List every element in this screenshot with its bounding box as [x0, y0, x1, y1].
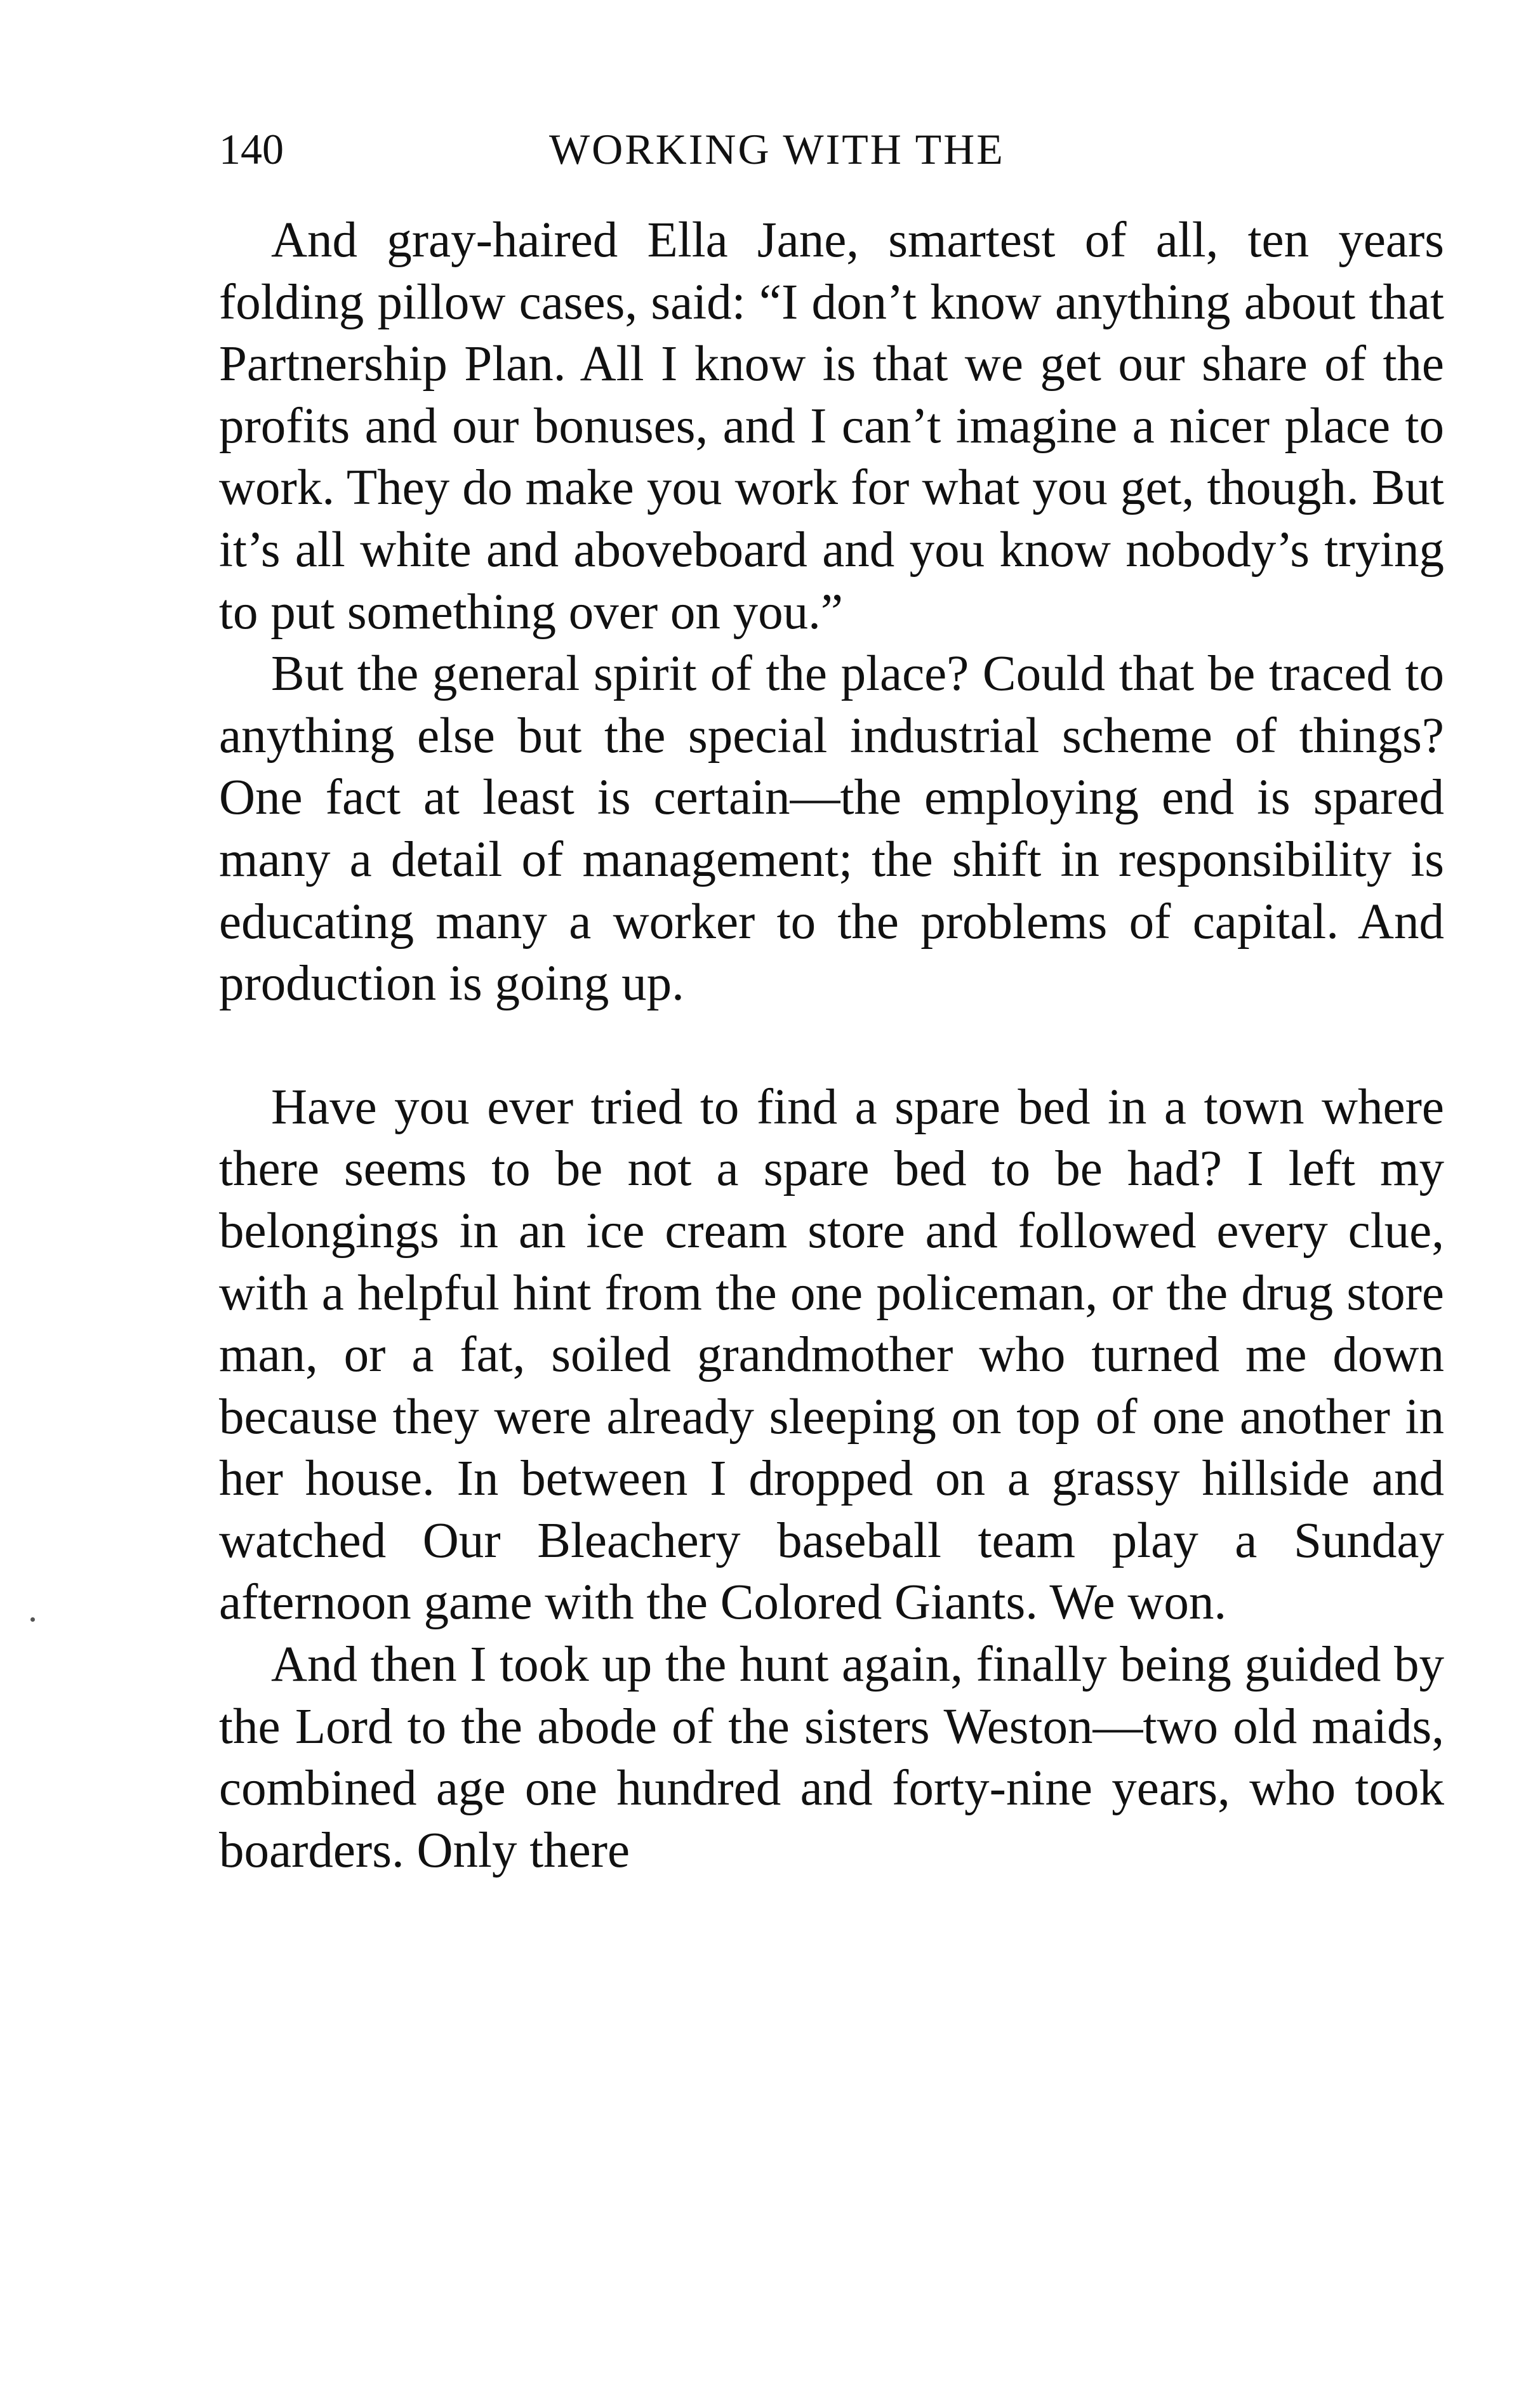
body-text [219, 209, 1444, 1881]
paragraph-spare-bed: Have you ever tried to find a spare bed in a town where there seems to be not a spare bed to be had? I left my belongings in an ice cream store and followed every clue, with a helpful hint from the one policeman, or the drug store man, or a fat, soiled grandmother who turned me down because they were already sleeping on top of one another in her house. In between I dropped on a grassy hillside and watched Our Bleachery baseball team play a Sunday afternoon game with the Colored Giants. We won. [219, 1079, 1444, 1631]
running-title: WORKING WITH THE [549, 125, 1005, 173]
margin-speck [30, 1617, 35, 1622]
running-head [219, 121, 1444, 178]
section-break [219, 1015, 1444, 1077]
page-number: 140 [219, 125, 284, 173]
paragraph-sisters-weston: And then I took up the hunt again, finally being guided by the Lord to the abode of the sisters Weston—two old maids, combined age one hundred and forty-nine years, who took boarders. Only there [219, 1637, 1444, 1878]
paragraph-general-spirit: But the general spirit of the place? Could that be traced to anything else but the special industrial scheme of things? One fact at least is certain—the employing end is spared many a detail of management; the shift in responsibility is educating many a worker to the problems of capital. And production is going up. [219, 646, 1444, 1012]
paragraph-ella-jane: And gray-haired Ella Jane, smartest of all, ten years folding pillow cases, said: “I don’t know anything about that Partnership Plan. All I know is that we get our share of the profits and our bonuses, and I can’t imagine a nicer place to work. They do make you work for what you get, though. But it’s all white and aboveboard and you know nobody’s trying to put something over on you.” [219, 213, 1444, 640]
